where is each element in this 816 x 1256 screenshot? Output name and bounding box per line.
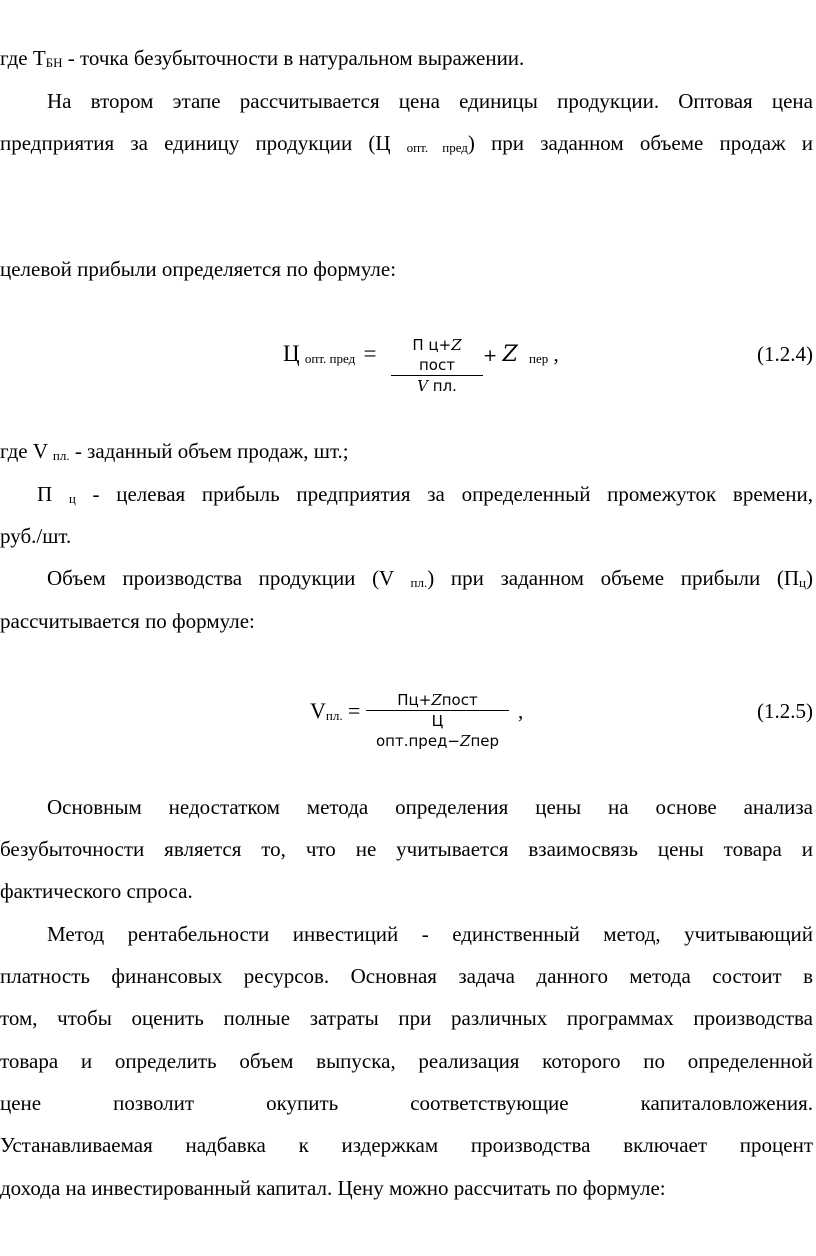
text-line: [0, 877, 813, 905]
text-line: [0, 522, 813, 550]
subscript: пл.: [410, 575, 428, 590]
equation-number: (1.2.5): [757, 699, 813, 723]
formula-1-2-5: [310, 697, 360, 728]
text-line: [0, 1174, 813, 1202]
text: Ц опт.пред−: [376, 712, 460, 750]
text: V: [417, 377, 428, 395]
text: Основным недостатком метода определения цены на основе анализа: [47, 795, 813, 819]
text: Z: [460, 732, 471, 750]
formula-lhs: V: [310, 698, 326, 723]
text: предприятия за единицу продукции (Ц: [0, 131, 407, 155]
formula-1-2-4: [283, 340, 376, 371]
text: - точка безубыточности в натуральном выражении.: [62, 46, 525, 70]
text-line: [47, 920, 813, 948]
text: Метод рентабельности инвестиций - единственный метод, учитывающий: [47, 922, 813, 946]
text-line: [0, 129, 813, 160]
text: фактического спроса.: [0, 879, 193, 903]
fraction-denominator: [366, 711, 509, 751]
text: пл.: [427, 377, 457, 395]
text: дохода на инвестированный капитал. Цену можно рассчитать по формуле:: [0, 1176, 666, 1200]
text-line: [47, 87, 813, 115]
formula-equals: =: [363, 341, 377, 366]
text: где Т: [0, 46, 46, 70]
text-line: [0, 1004, 813, 1032]
text: - целевая прибыль предприятия за определенный промежуток времени,: [75, 482, 813, 506]
subscript: ц: [68, 491, 76, 506]
text: Z: [431, 691, 442, 709]
fraction-numerator: [391, 335, 483, 375]
text-line: [0, 835, 813, 863]
text: руб./шт.: [0, 524, 72, 548]
text: ) при заданном объеме прибыли (П: [427, 566, 800, 590]
text: целевой прибыли определяется по формуле:: [0, 257, 397, 281]
text-line: [37, 480, 813, 511]
text: На втором этапе рассчитывается цена единицы продукции. Оптовая цена: [47, 89, 813, 113]
text: пер: [470, 732, 499, 750]
text-line: [0, 255, 813, 283]
equation-number: (1.2.4): [757, 342, 813, 366]
formula-2-fraction: [366, 690, 509, 751]
text-line: [0, 1089, 813, 1117]
formula-2-tail: [518, 697, 523, 725]
formula-lhs: Ц: [283, 341, 300, 366]
text-line: [0, 962, 813, 990]
text: пост: [441, 691, 478, 709]
subscript: ц: [799, 575, 806, 590]
text-line: [0, 437, 813, 468]
text: платность финансовых ресурсов. Основная задача данного метода состоит в: [0, 964, 813, 988]
formula-lhs-subscript: пл.: [325, 708, 343, 723]
text-line: [47, 793, 813, 821]
text: товара и определить объем выпуска, реализация которого по определенной: [0, 1049, 813, 1073]
text-line: [0, 607, 813, 635]
text: П ц+: [412, 336, 452, 354]
subscript: БН: [45, 55, 63, 70]
formula-comma: ,: [518, 699, 524, 723]
formula-1-tail: [483, 340, 559, 371]
formula-comma: ,: [553, 342, 559, 366]
formula-lhs-subscript: опт. пред: [304, 351, 356, 366]
formula-plus: +: [483, 346, 498, 366]
text: Устанавливаемая надбавка к издержкам производства включает процент: [0, 1133, 813, 1157]
text: рассчитывается по формуле:: [0, 609, 255, 633]
text: том, чтобы оценить полные затраты при различных программах производства: [0, 1006, 813, 1030]
formula-equals: =: [347, 698, 361, 723]
formula-z-subscript: пер: [529, 351, 549, 366]
subscript: опт. пред: [406, 140, 468, 155]
text: безубыточности является то, что не учитывается взаимосвязь цены товара и: [0, 837, 813, 861]
text: Объем производства продукции (V: [47, 566, 411, 590]
text: Z: [451, 336, 462, 354]
text: цене позволит окупить соответствующие капиталовложения.: [0, 1091, 813, 1115]
fraction-denominator: [391, 376, 483, 396]
text: ) при заданном объеме продаж и: [467, 131, 814, 155]
text: П: [37, 482, 69, 506]
text-line: [0, 1131, 813, 1159]
formula-z: Z: [502, 342, 518, 367]
text-line: [0, 1047, 813, 1075]
text: - заданный объем продаж, шт.;: [69, 439, 349, 463]
text: ): [805, 566, 813, 590]
text: Пц+: [397, 691, 432, 709]
fraction-numerator: [366, 690, 509, 710]
text: где V: [0, 439, 53, 463]
text-line: [0, 44, 813, 75]
formula-1-fraction: [391, 335, 483, 396]
text: пост: [419, 356, 455, 374]
subscript: пл.: [52, 448, 70, 463]
text-line: [47, 564, 813, 595]
